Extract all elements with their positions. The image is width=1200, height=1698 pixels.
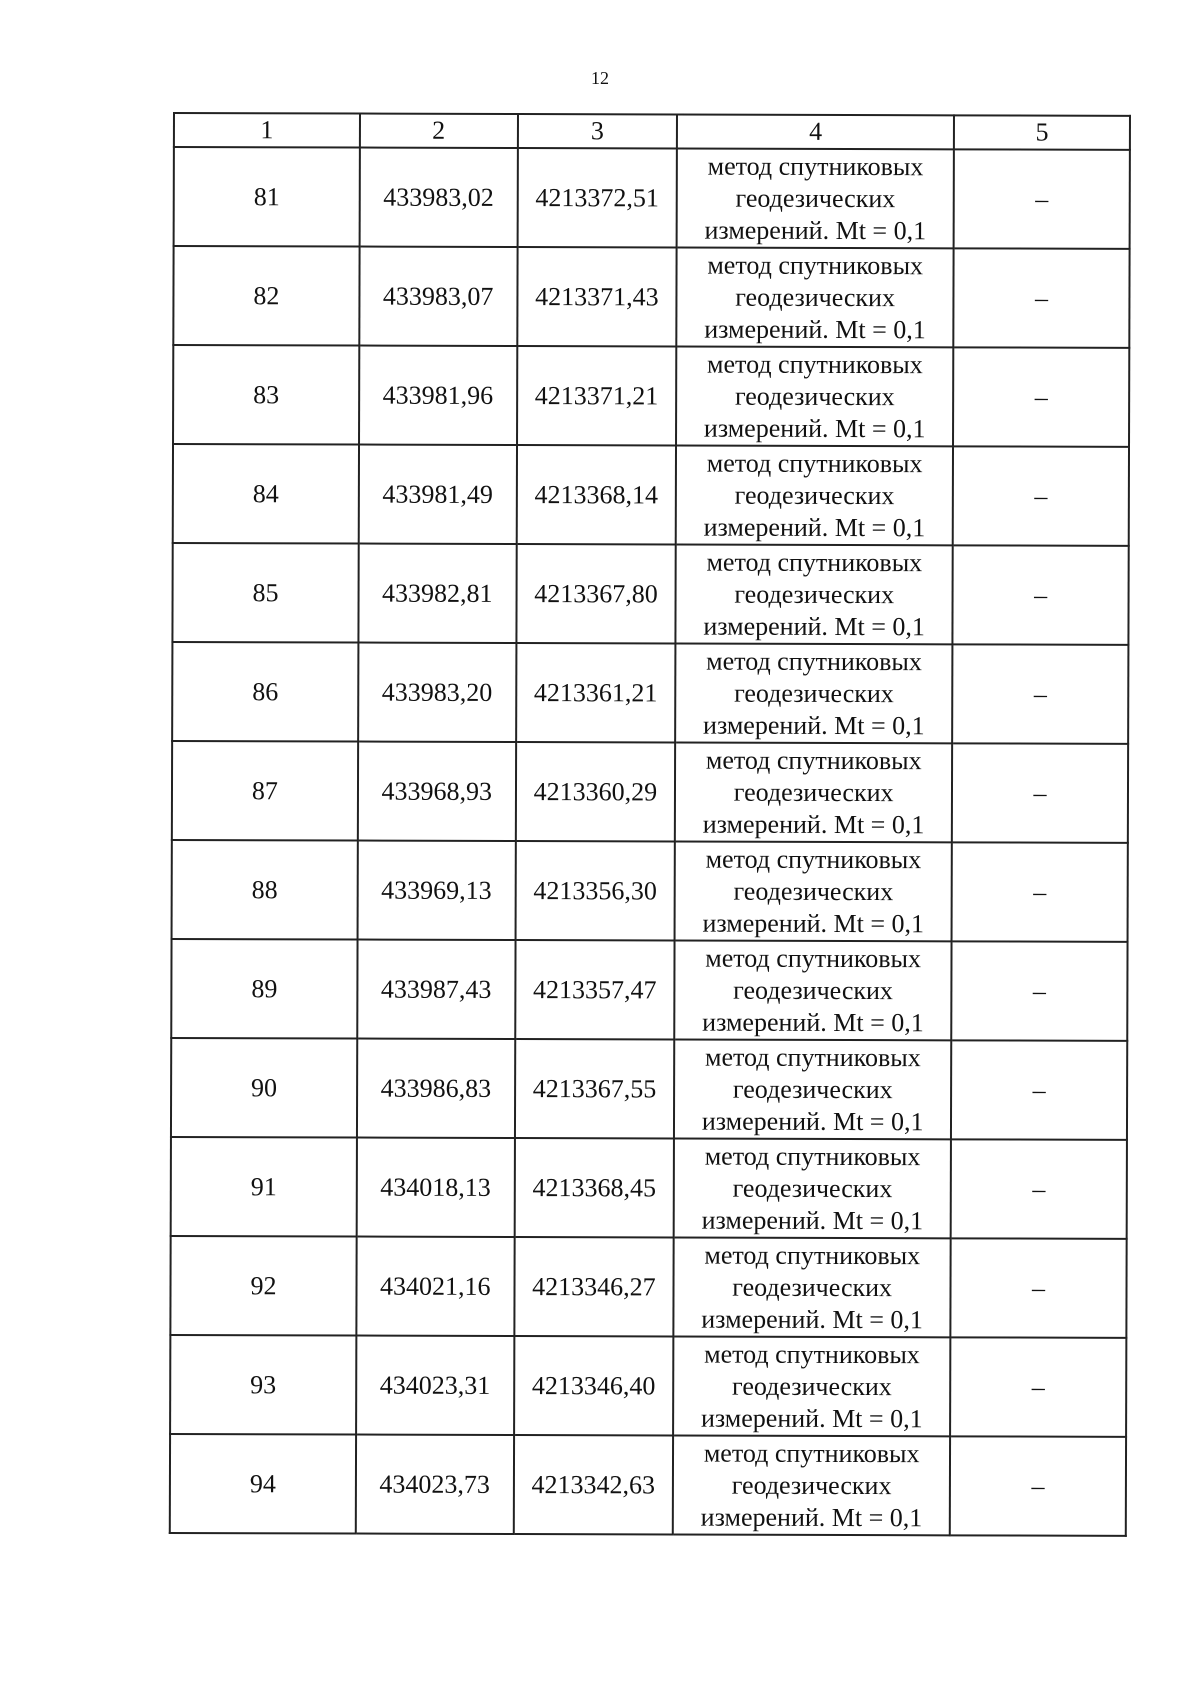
table-row [172, 741, 1128, 843]
point-number-cell: 88 [172, 840, 358, 940]
note-cell: – [950, 1337, 1126, 1437]
method-cell [676, 346, 953, 446]
x-coordinate-cell: 433981,96 [359, 346, 517, 445]
method-cell [673, 1435, 950, 1535]
method-cell [676, 445, 953, 545]
method-line: метод спутниковых [707, 349, 923, 379]
point-number-cell: 82 [173, 246, 359, 346]
method-line: измерений. Mt = 0,1 [703, 611, 926, 641]
table-row [171, 939, 1127, 1041]
point-number-cell: 83 [173, 345, 359, 445]
column-header: 5 [954, 115, 1130, 150]
method-line: метод спутниковых [704, 1240, 921, 1270]
y-coordinate-cell: 4213346,40 [514, 1336, 674, 1435]
x-coordinate-cell: 434021,16 [356, 1237, 514, 1336]
method-line: геодезических [732, 1173, 893, 1203]
point-number-cell: 84 [173, 444, 359, 544]
method-cell [674, 1039, 951, 1139]
method-line: геодезических [734, 480, 895, 510]
coordinates-table [169, 112, 1131, 1537]
method-line: измерений. Mt = 0,1 [700, 1403, 923, 1433]
method-line: геодезических [734, 678, 894, 708]
note-cell: – [953, 347, 1129, 447]
method-line: геодезических [735, 282, 896, 312]
table-row [174, 147, 1130, 249]
method-line: измерений. Mt = 0,1 [702, 1007, 924, 1037]
point-number-cell: 87 [172, 741, 358, 841]
method-line: геодезических [733, 876, 894, 906]
method-line: метод спутниковых [704, 1042, 921, 1072]
y-coordinate-cell: 4213371,21 [517, 346, 677, 445]
note-cell: – [954, 149, 1130, 249]
point-number-cell: 90 [171, 1038, 357, 1138]
y-coordinate-cell: 4213367,80 [516, 544, 676, 643]
x-coordinate-cell: 433986,83 [357, 1039, 515, 1138]
method-cell [675, 841, 952, 941]
method-line: измерений. Mt = 0,1 [703, 710, 925, 740]
method-line: метод спутниковых [707, 151, 924, 181]
note-cell: – [953, 248, 1129, 348]
method-line: метод спутниковых [705, 943, 922, 973]
note-cell: – [952, 743, 1128, 843]
column-header: 2 [360, 114, 518, 148]
method-line: измерений. Mt = 0,1 [703, 413, 926, 443]
point-number-cell: 89 [171, 939, 357, 1039]
table-row [173, 345, 1129, 447]
y-coordinate-cell: 4213368,14 [516, 445, 676, 544]
y-coordinate-cell: 4213346,27 [514, 1237, 674, 1336]
method-line: метод спутниковых [705, 745, 922, 775]
table-header-row [174, 113, 1130, 150]
method-line: метод спутниковых [705, 844, 922, 874]
method-line: геодезических [733, 975, 893, 1005]
method-line: измерений. Mt = 0,1 [703, 512, 926, 542]
method-line: метод спутниковых [706, 646, 922, 676]
method-line: геодезических [735, 183, 896, 213]
method-line: метод спутниковых [707, 250, 924, 280]
x-coordinate-cell: 434018,13 [357, 1138, 515, 1237]
note-cell: – [951, 941, 1127, 1041]
method-line: метод спутниковых [704, 1141, 921, 1171]
table-row [172, 543, 1128, 645]
table-row [172, 840, 1128, 942]
method-line: геодезических [734, 381, 895, 411]
x-coordinate-cell: 433981,49 [359, 445, 517, 544]
y-coordinate-cell: 4213371,43 [517, 247, 677, 346]
table-row [170, 1335, 1126, 1437]
x-coordinate-cell: 433983,20 [358, 643, 516, 742]
column-header: 1 [174, 113, 360, 148]
method-cell [673, 1336, 950, 1436]
table-row [170, 1434, 1126, 1536]
table-row [171, 1038, 1127, 1140]
method-line: измерений. Mt = 0,1 [701, 1304, 923, 1334]
y-coordinate-cell: 4213356,30 [515, 841, 675, 940]
point-number-cell: 92 [170, 1236, 356, 1336]
note-cell: – [953, 545, 1129, 645]
method-line: геодезических [731, 1371, 892, 1401]
point-number-cell: 91 [171, 1137, 357, 1237]
table-body [170, 113, 1130, 1536]
method-cell [674, 940, 951, 1040]
method-line: измерений. Mt = 0,1 [701, 1205, 924, 1235]
method-line: метод спутниковых [706, 547, 923, 577]
method-cell [675, 742, 952, 842]
method-line: геодезических [734, 579, 895, 609]
x-coordinate-cell: 434023,31 [356, 1336, 514, 1435]
note-cell: – [951, 1139, 1127, 1239]
table-row [173, 444, 1129, 546]
y-coordinate-cell: 4213367,55 [515, 1039, 675, 1138]
y-coordinate-cell: 4213342,63 [513, 1435, 673, 1534]
method-line: измерений. Mt = 0,1 [704, 314, 926, 344]
note-cell: – [952, 842, 1128, 942]
point-number-cell: 81 [174, 147, 360, 247]
method-line: измерений. Mt = 0,1 [704, 215, 927, 245]
method-line: метод спутниковых [704, 1339, 920, 1369]
method-line: измерений. Mt = 0,1 [700, 1502, 923, 1532]
table-row [172, 642, 1128, 744]
method-line: метод спутниковых [703, 1438, 920, 1468]
point-number-cell: 93 [170, 1335, 356, 1435]
point-number-cell: 85 [172, 543, 358, 643]
method-line: измерений. Mt = 0,1 [702, 908, 925, 938]
method-line: измерений. Mt = 0,1 [702, 809, 925, 839]
column-header: 4 [677, 114, 954, 149]
note-cell: – [950, 1436, 1126, 1536]
method-line: метод спутниковых [706, 448, 923, 478]
method-line: геодезических [733, 777, 894, 807]
y-coordinate-cell: 4213361,21 [516, 643, 676, 742]
point-number-cell: 94 [170, 1434, 356, 1534]
method-cell [676, 544, 953, 644]
note-cell: – [950, 1238, 1126, 1338]
x-coordinate-cell: 434023,73 [356, 1435, 514, 1534]
x-coordinate-cell: 433968,93 [358, 742, 516, 841]
note-cell: – [951, 1040, 1127, 1140]
method-cell [674, 1237, 951, 1337]
method-line: геодезических [732, 1272, 893, 1302]
y-coordinate-cell: 4213360,29 [515, 742, 675, 841]
y-coordinate-cell: 4213368,45 [514, 1138, 674, 1237]
note-cell: – [952, 644, 1128, 744]
table-row [170, 1236, 1126, 1338]
method-cell [677, 148, 954, 248]
table-row [171, 1137, 1127, 1239]
method-cell [675, 643, 952, 743]
x-coordinate-cell: 433969,13 [357, 841, 515, 940]
x-coordinate-cell: 433982,81 [358, 544, 516, 643]
method-line: геодезических [732, 1074, 893, 1104]
x-coordinate-cell: 433987,43 [357, 940, 515, 1039]
column-header: 3 [517, 114, 677, 148]
y-coordinate-cell: 4213357,47 [515, 940, 675, 1039]
method-cell [677, 247, 954, 347]
x-coordinate-cell: 433983,02 [360, 148, 518, 247]
note-cell: – [953, 446, 1129, 546]
point-number-cell: 86 [172, 642, 358, 742]
y-coordinate-cell: 4213372,51 [517, 148, 677, 247]
x-coordinate-cell: 433983,07 [359, 247, 517, 346]
table-row [173, 246, 1129, 348]
method-line: измерений. Mt = 0,1 [701, 1106, 924, 1136]
method-line: геодезических [731, 1470, 892, 1500]
page-number: 12 [591, 68, 609, 88]
method-cell [674, 1138, 951, 1238]
